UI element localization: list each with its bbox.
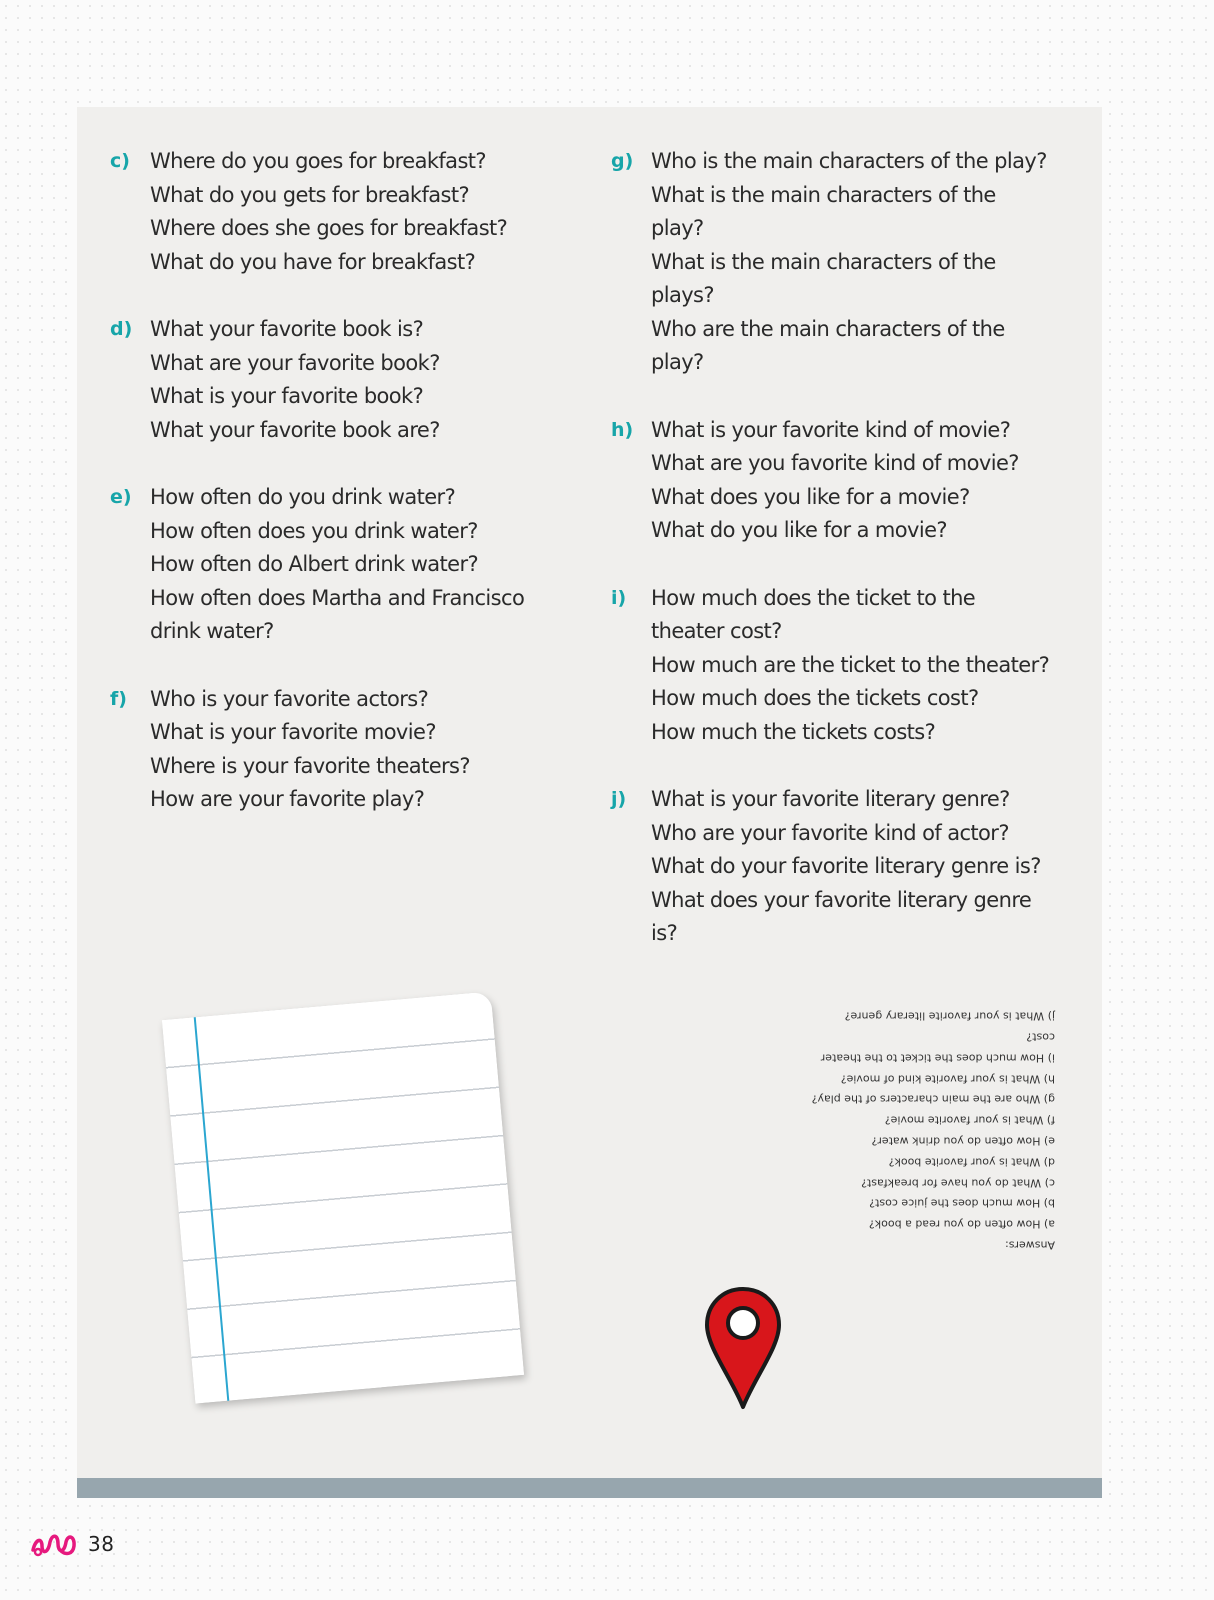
answer-item: g) Who are the main characters of the play? bbox=[811, 1092, 1055, 1106]
option: How often do you drink water? bbox=[150, 485, 456, 509]
question-letter: h) bbox=[611, 418, 634, 441]
option: How are your favorite play? bbox=[150, 787, 425, 811]
notepad-illustration bbox=[162, 991, 524, 1403]
option: What is the main characters of the plays? bbox=[651, 249, 996, 307]
option: What is your favorite literary genre? bbox=[651, 787, 1010, 811]
option: How much does the tickets cost? bbox=[651, 686, 979, 710]
question-letter: i) bbox=[611, 586, 627, 609]
question-h bbox=[611, 414, 1051, 548]
answer-item: d) What is your favorite book? bbox=[888, 1155, 1055, 1169]
option-list bbox=[150, 313, 560, 447]
option: Who are the main characters of the play? bbox=[651, 316, 1005, 374]
notepad-margin-line bbox=[194, 1017, 230, 1401]
option: What is your favorite book? bbox=[150, 384, 424, 408]
right-column bbox=[611, 145, 1051, 985]
left-column bbox=[110, 145, 560, 851]
footer-bar bbox=[77, 1478, 1102, 1498]
option: What is your favorite kind of movie? bbox=[651, 417, 1011, 442]
option: What does you like for a movie? bbox=[651, 484, 970, 509]
answer-key bbox=[810, 1005, 1055, 1255]
option-list bbox=[150, 481, 560, 649]
question-g bbox=[611, 145, 1051, 380]
question-i bbox=[611, 582, 1051, 750]
option-list bbox=[651, 145, 1051, 380]
option: What are your favorite book? bbox=[150, 350, 440, 375]
answer-item: e) How often do you drink water? bbox=[871, 1134, 1055, 1148]
answer-key-title: Answers: bbox=[1005, 1238, 1055, 1252]
option-list bbox=[651, 582, 1051, 750]
option: How much the tickets costs? bbox=[651, 719, 936, 744]
option: What do you have for breakfast? bbox=[150, 249, 476, 274]
option: Who are your favorite kind of actor? bbox=[651, 820, 1009, 845]
option-list bbox=[150, 683, 560, 817]
option: How much does the ticket to the theater cost? bbox=[651, 585, 976, 643]
answer-item: c) What do you have for breakfast? bbox=[861, 1176, 1055, 1190]
option: Where do you goes for breakfast? bbox=[150, 149, 486, 173]
answer-item: b) How much does the juice cost? bbox=[869, 1196, 1055, 1210]
question-e bbox=[110, 481, 560, 649]
option: What your favorite book is? bbox=[150, 317, 424, 341]
question-letter: g) bbox=[611, 150, 634, 172]
option-list bbox=[651, 414, 1051, 548]
option: What is your favorite movie? bbox=[150, 720, 436, 744]
option: How often does you drink water? bbox=[150, 518, 478, 543]
option: What your favorite book are? bbox=[150, 417, 440, 442]
option: How much are the ticket to the theater? bbox=[651, 652, 1050, 677]
answer-item: f) What is your favorite movie? bbox=[884, 1113, 1055, 1127]
option: What do your favorite literary genre is? bbox=[651, 854, 1041, 878]
question-letter: e) bbox=[110, 486, 132, 508]
option: What does your favorite literary genre is? bbox=[651, 887, 1032, 945]
page-number: 38 bbox=[88, 1532, 115, 1556]
option-list bbox=[150, 145, 560, 279]
question-letter: f) bbox=[110, 687, 127, 710]
option: Who is your favorite actors? bbox=[150, 686, 429, 711]
page-footer bbox=[30, 1530, 114, 1558]
option: How often do Albert drink water? bbox=[150, 552, 479, 576]
answer-item: a) How often do you read a book? bbox=[868, 1217, 1055, 1231]
answer-list bbox=[810, 1005, 1055, 1234]
question-letter: d) bbox=[110, 318, 133, 340]
question-c bbox=[110, 145, 560, 279]
question-j bbox=[611, 783, 1051, 951]
option: Where does she goes for breakfast? bbox=[150, 216, 508, 240]
map-pin-icon bbox=[703, 1285, 783, 1413]
option: Where is your favorite theaters? bbox=[150, 753, 470, 778]
option: Who is the main characters of the play? bbox=[651, 149, 1047, 173]
answer-item: h) What is your favorite kind of movie? bbox=[840, 1072, 1055, 1086]
question-f bbox=[110, 683, 560, 817]
option: What is the main characters of the play? bbox=[651, 182, 996, 240]
question-letter: c) bbox=[110, 150, 130, 172]
publisher-logo-icon bbox=[30, 1530, 78, 1558]
option-list bbox=[651, 783, 1051, 951]
option: What are you favorite kind of movie? bbox=[651, 451, 1019, 475]
answer-item: j) What is your favorite literary genre? bbox=[844, 1009, 1055, 1023]
answer-item: i) How much does the ticket to the theater cost? bbox=[820, 1030, 1055, 1065]
question-d bbox=[110, 313, 560, 447]
option: How often does Martha and Francisco drink water? bbox=[150, 585, 525, 643]
question-letter: j) bbox=[611, 788, 627, 810]
option: What do you like for a movie? bbox=[651, 518, 947, 542]
option: What do you gets for breakfast? bbox=[150, 182, 470, 207]
